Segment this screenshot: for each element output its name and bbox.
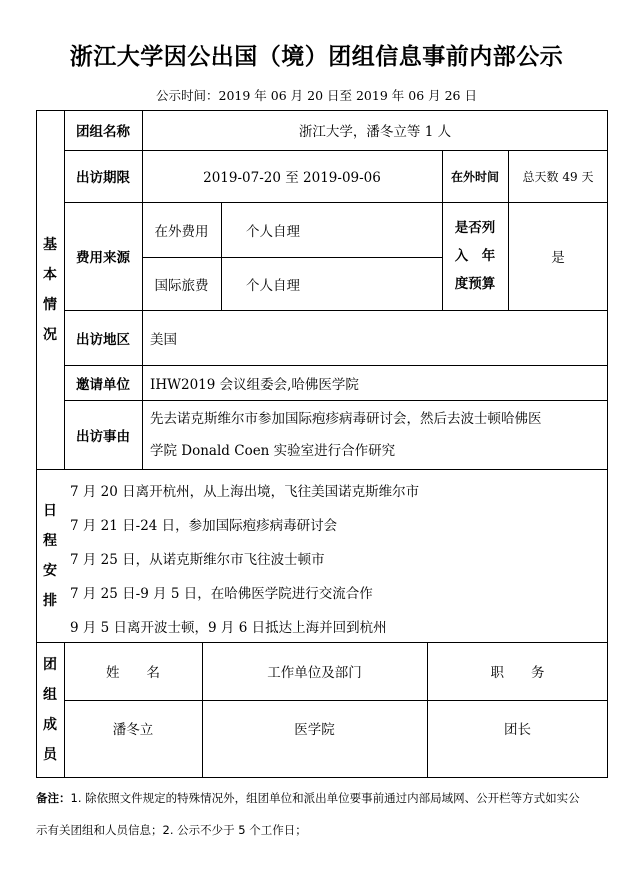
footnote: [36, 782, 608, 846]
schedule-item: 7 月 21 日-24 日，参加国际疱疹病毒研讨会: [70, 518, 338, 534]
basic-info-section-label: [36, 110, 64, 469]
info-table: [36, 110, 608, 778]
table-border: [36, 777, 608, 778]
travel-cost-label: 国际旅费: [154, 277, 209, 294]
visit-region-value: 美国: [150, 331, 177, 348]
section-label-char: 日: [43, 502, 57, 519]
abroad-cost-label: 在外费用: [154, 223, 209, 240]
visit-purpose-value: [142, 400, 608, 469]
days-abroad-value: 总天数 49 天: [522, 169, 594, 184]
schedule-section-label: [36, 469, 64, 642]
member-unit: 医学院: [294, 721, 335, 738]
member-name: 潘冬立: [112, 721, 154, 738]
section-label-char: 况: [43, 326, 57, 343]
inviter-label: 邀请单位: [76, 376, 130, 393]
section-label-char: 安: [43, 562, 57, 579]
members-col-unit: 工作单位及部门: [267, 665, 362, 681]
group-name-value: 浙江大学，潘冬立等 1 人: [298, 124, 452, 140]
purpose-line: 先去诺克斯维尔市参加国际疱疹病毒研讨会，然后去波士顿哈佛医: [150, 410, 542, 427]
group-name-label: 团组名称: [76, 124, 130, 140]
purpose-line: 学院 Donald Coen 实验室进行合作研究: [150, 442, 396, 459]
footnote-text: 1. 除依照文件规定的特殊情况外，组团单位和派出单位要事前通过内部局域网、公开栏等方式如实公: [70, 791, 580, 805]
section-label-char: 员: [43, 747, 57, 763]
footnote-line: [36, 782, 608, 814]
schedule-item: 7 月 20 日离开杭州，从上海出境，飞往美国诺克斯维尔市: [70, 484, 420, 500]
section-label-char: 基: [43, 236, 57, 253]
visit-period-value: 2019-07-20 至 2019-09-06: [203, 170, 381, 186]
section-label-char: 团: [43, 657, 57, 673]
inviter-value: IHW2019 会议组委会,哈佛医学院: [150, 376, 359, 393]
members-col-name: 姓 名: [106, 665, 160, 681]
annual-budget-value: 是: [551, 250, 565, 266]
footnote-label: 备注：: [36, 791, 71, 805]
page-title: 浙江大学因公出国（境）团组信息事前内部公示: [69, 44, 564, 70]
days-abroad-label: 在外时间: [450, 169, 499, 184]
annual-budget-label: [442, 202, 508, 310]
members-section-label: [36, 642, 64, 778]
section-label-char: 排: [43, 592, 57, 609]
publish-period: 公示时间：2019 年 06 月 20 日至 2019 年 06 月 26 日: [156, 88, 477, 103]
budget-label-line: 是否列: [454, 220, 496, 236]
visit-purpose-label: 出访事由: [76, 428, 130, 445]
funding-source-label: 费用来源: [76, 250, 130, 266]
section-label-char: 本: [43, 266, 57, 283]
section-label-char: 程: [43, 532, 57, 549]
footnote-line: 示有关团组和人员信息；2. 公示不少于 5 个工作日；: [36, 823, 307, 837]
budget-label-line: 度预算: [454, 276, 496, 292]
members-col-role: 职 务: [490, 665, 545, 681]
section-label-char: 成: [43, 717, 57, 733]
abroad-cost-value: 个人自理: [246, 223, 300, 240]
schedule-item: 7 月 25 日-9 月 5 日，在哈佛医学院进行交流合作: [70, 586, 373, 602]
member-role: 团长: [504, 721, 531, 738]
section-label-char: 组: [43, 687, 57, 703]
table-divider: [36, 469, 608, 470]
visit-period-label: 出访期限: [76, 170, 130, 186]
schedule-item: 7 月 25 日，从诺克斯维尔市飞往波士顿市: [70, 552, 325, 568]
visit-region-label: 出访地区: [76, 331, 130, 348]
budget-label-line: 入 年: [454, 248, 496, 264]
travel-cost-value: 个人自理: [246, 277, 300, 294]
section-label-char: 情: [43, 296, 57, 313]
schedule-item: 9 月 5 日离开波士顿，9 月 6 日抵达上海并回到杭州: [70, 620, 387, 636]
